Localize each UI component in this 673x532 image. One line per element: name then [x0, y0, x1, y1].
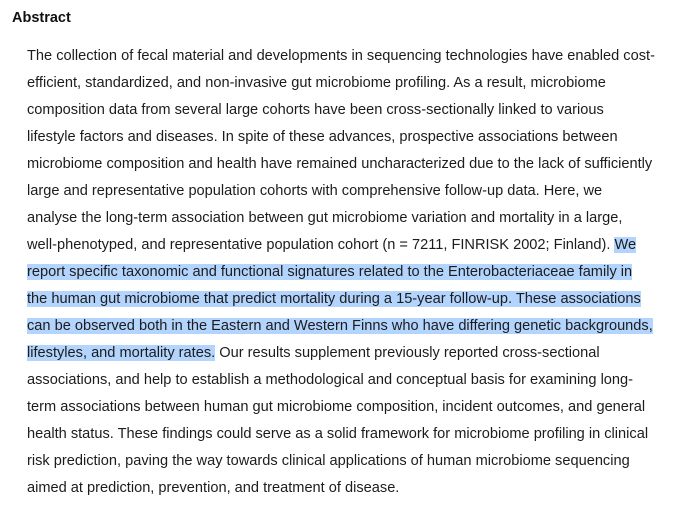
- abstract-text-after[interactable]: Our results supplement previously reported cross-sectional associations, and help to establish a methodological and conceptual basis for examining long-term associations between human gut microbiome composition, incident outcomes, and general health status. These findings could serve as a solid framework for microbiome profiling in clinical risk prediction, paving the way towards clinical applications of human microbiome sequencing aimed at prediction, prevention, and treatment of disease.: [27, 345, 649, 496]
- abstract-paragraph[interactable]: [27, 43, 655, 502]
- selected-text[interactable]: We report specific taxonomic and functional signatures related to the Enterobacteriaceae family in the human gut microbiome that predict mortality during a 15-year follow-up. These associations can be observed both in the Eastern and Western Finns who have differing genetic backgrounds, lifestyles, and mortality rates.: [27, 237, 653, 361]
- abstract-text-before[interactable]: The collection of fecal material and developments in sequencing technologies have enabled cost-efficient, standardized, and non-invasive gut microbiome profiling. As a result, microbiome composition data from several large cohorts have been cross-sectionally linked to various lifestyle factors and diseases. In spite of these advances, prospective associations between microbiome composition and health have remained uncharacterized due to the lack of sufficiently large and representative population cohorts with comprehensive follow-up data. Here, we analyse the long-term association between gut microbiome variation and mortality in a large, well-phenotyped, and representative population cohort (n = 7211, FINRISK 2002; Finland).: [27, 48, 655, 253]
- abstract-heading: Abstract: [12, 10, 71, 26]
